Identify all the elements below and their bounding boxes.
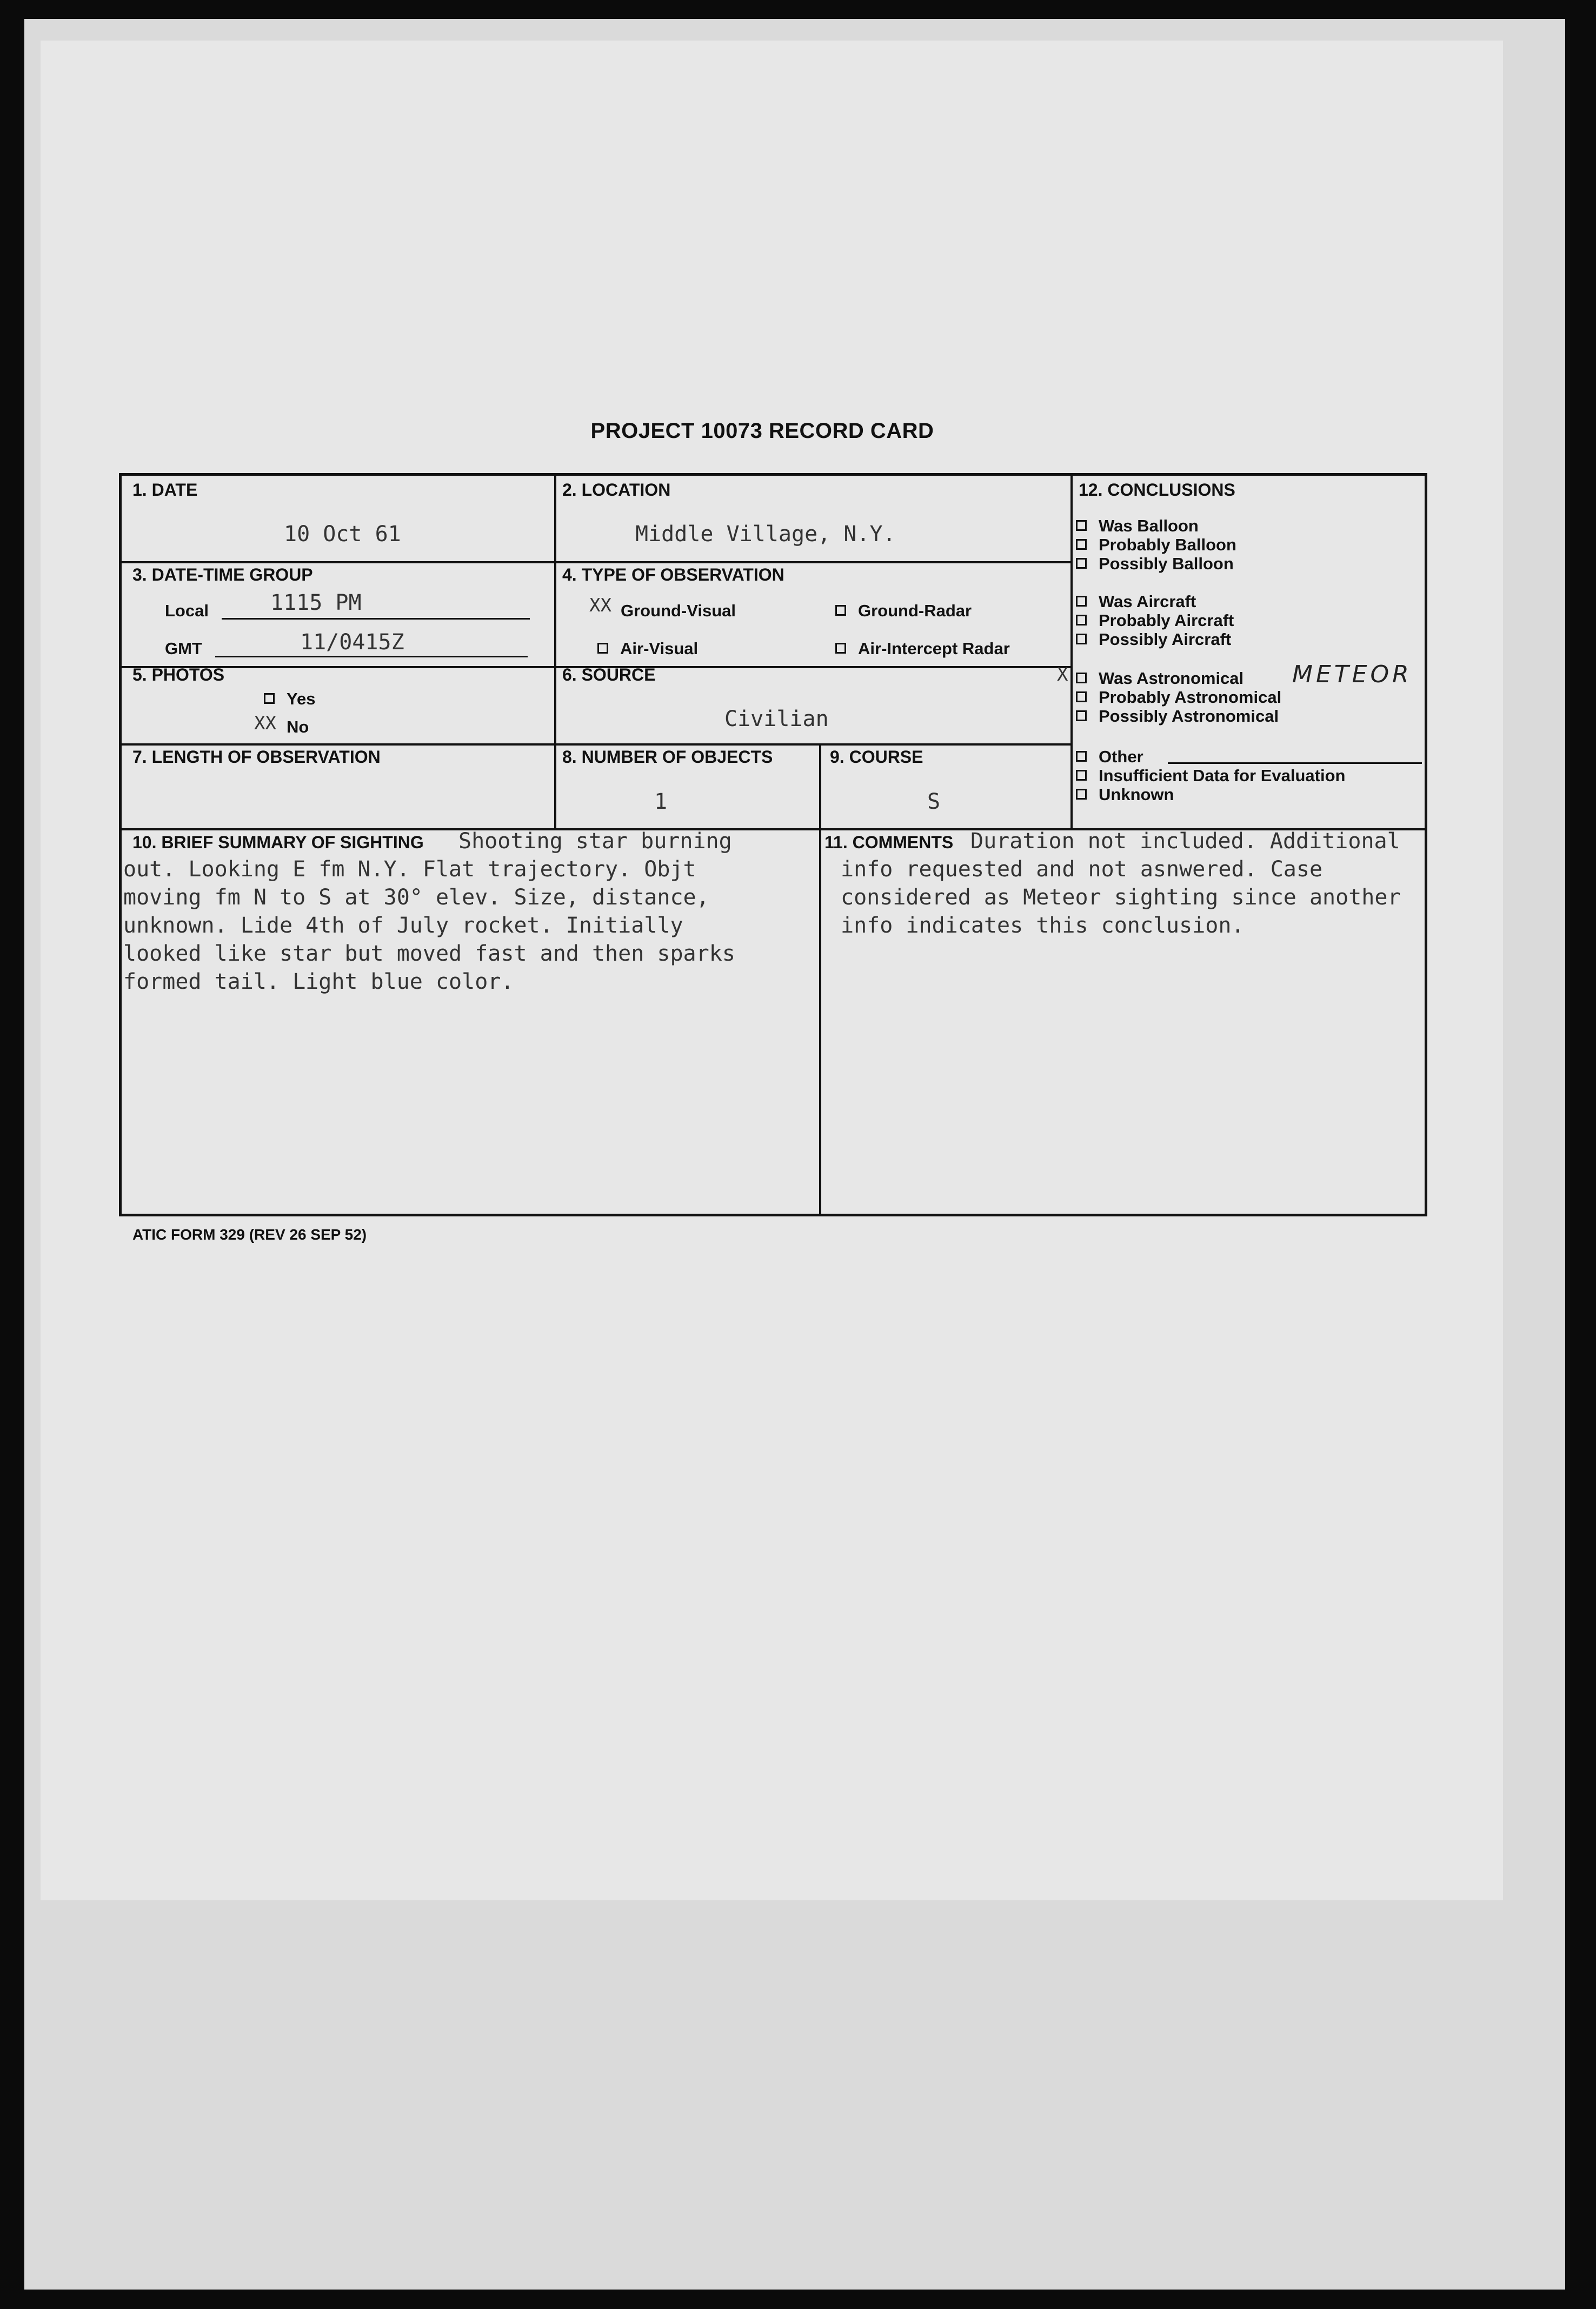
comments-label: 11. COMMENTS: [824, 833, 954, 852]
conclusion-insufficient-data: Insufficient Data for Evaluation: [1076, 766, 1345, 786]
location-value: Middle Village, N.Y.: [635, 522, 896, 547]
conclusion-other: Other: [1076, 747, 1143, 767]
local-value: 1115 PM: [270, 590, 362, 615]
conclusion-was-aircraft: Was Aircraft: [1076, 592, 1196, 611]
number-of-objects-label: 8. NUMBER OF OBJECTS: [562, 747, 773, 767]
summary-first-line: Shooting star burning: [458, 829, 732, 854]
conclusion-unknown: Unknown: [1076, 785, 1174, 804]
conclusion-probably-balloon: Probably Balloon: [1076, 535, 1236, 555]
number-of-objects-value: 1: [654, 789, 668, 814]
conclusion-possibly-balloon: Possibly Balloon: [1076, 554, 1234, 574]
card-title: PROJECT 10073 RECORD CARD: [590, 419, 934, 443]
air-intercept-radar-checkbox: [835, 643, 846, 654]
comments-first-line: Duration not included. Additional: [970, 829, 1400, 854]
summary-label: 10. BRIEF SUMMARY OF SIGHTING: [132, 833, 424, 852]
date-value: 10 Oct 61: [284, 522, 401, 547]
conclusion-checkbox: [1076, 691, 1087, 702]
photos-no: No: [287, 717, 309, 736]
air-visual-option: Air-Visual: [597, 639, 698, 658]
source-label: 6. SOURCE: [562, 665, 656, 684]
handwritten-meteor-note: METEOR: [1292, 661, 1412, 688]
course-value: S: [927, 789, 941, 814]
ground-radar-checkbox: [835, 605, 846, 616]
conclusion-probably-astronomical: Probably Astronomical: [1076, 688, 1281, 707]
conclusion-checkbox: [1076, 710, 1087, 721]
conclusion-possibly-aircraft: Possibly Aircraft: [1076, 630, 1231, 649]
conclusion-checkbox: [1076, 539, 1087, 550]
conclusion-was-astronomical: Was Astronomical: [1076, 669, 1243, 688]
conclusion-checkbox: [1076, 751, 1087, 762]
conclusion-checkbox: [1076, 634, 1087, 644]
dtg-label: 3. DATE-TIME GROUP: [132, 565, 313, 584]
source-value: Civilian: [724, 707, 829, 731]
gmt-value: 11/0415Z: [300, 630, 404, 655]
conclusions-label: 12. CONCLUSIONS: [1079, 480, 1235, 500]
air-visual-checkbox: [597, 643, 608, 654]
form-number: ATIC FORM 329 (REV 26 SEP 52): [132, 1226, 367, 1243]
observation-type-label: 4. TYPE OF OBSERVATION: [562, 565, 784, 584]
conclusion-checkbox: [1076, 558, 1087, 569]
length-label: 7. LENGTH OF OBSERVATION: [132, 747, 381, 767]
conclusion-checkbox: [1076, 615, 1087, 626]
conclusion-checkbox: [1076, 520, 1087, 531]
conclusion-checkbox: [1076, 770, 1087, 781]
ground-visual-option: Ground-Visual: [621, 601, 736, 620]
conclusion-was-balloon: Was Balloon: [1076, 516, 1199, 536]
air-intercept-radar-option: Air-Intercept Radar: [835, 639, 1010, 658]
summary-text: out. Looking E fm N.Y. Flat trajectory. Objt moving fm N to S at 30° elev. Size, distance, unknown. Lide 4th of July rocket. Initially looked like star but moved fast and then sparks formed tail. Light blue color.: [123, 857, 735, 994]
photos-yes: Yes: [264, 689, 315, 709]
gmt-label: GMT: [165, 639, 202, 658]
photos-yes-checkbox: [264, 693, 275, 704]
conclusion-checkbox: [1076, 596, 1087, 607]
conclusion-possibly-astronomical: Possibly Astronomical: [1076, 707, 1279, 726]
photos-label: 5. PHOTOS: [132, 665, 225, 684]
conclusion-checkbox: [1076, 789, 1087, 800]
local-label: Local: [165, 601, 209, 620]
date-label: 1. DATE: [132, 480, 198, 500]
ground-radar-option: Ground-Radar: [835, 601, 972, 621]
conclusion-probably-aircraft: Probably Aircraft: [1076, 611, 1234, 630]
comments-text: info requested and not asnwered. Case considered as Meteor sighting since another info indicates this conclusion.: [841, 857, 1401, 938]
location-label: 2. LOCATION: [562, 480, 671, 500]
conclusion-checkbox-checked: [1076, 673, 1087, 683]
course-label: 9. COURSE: [830, 747, 923, 767]
